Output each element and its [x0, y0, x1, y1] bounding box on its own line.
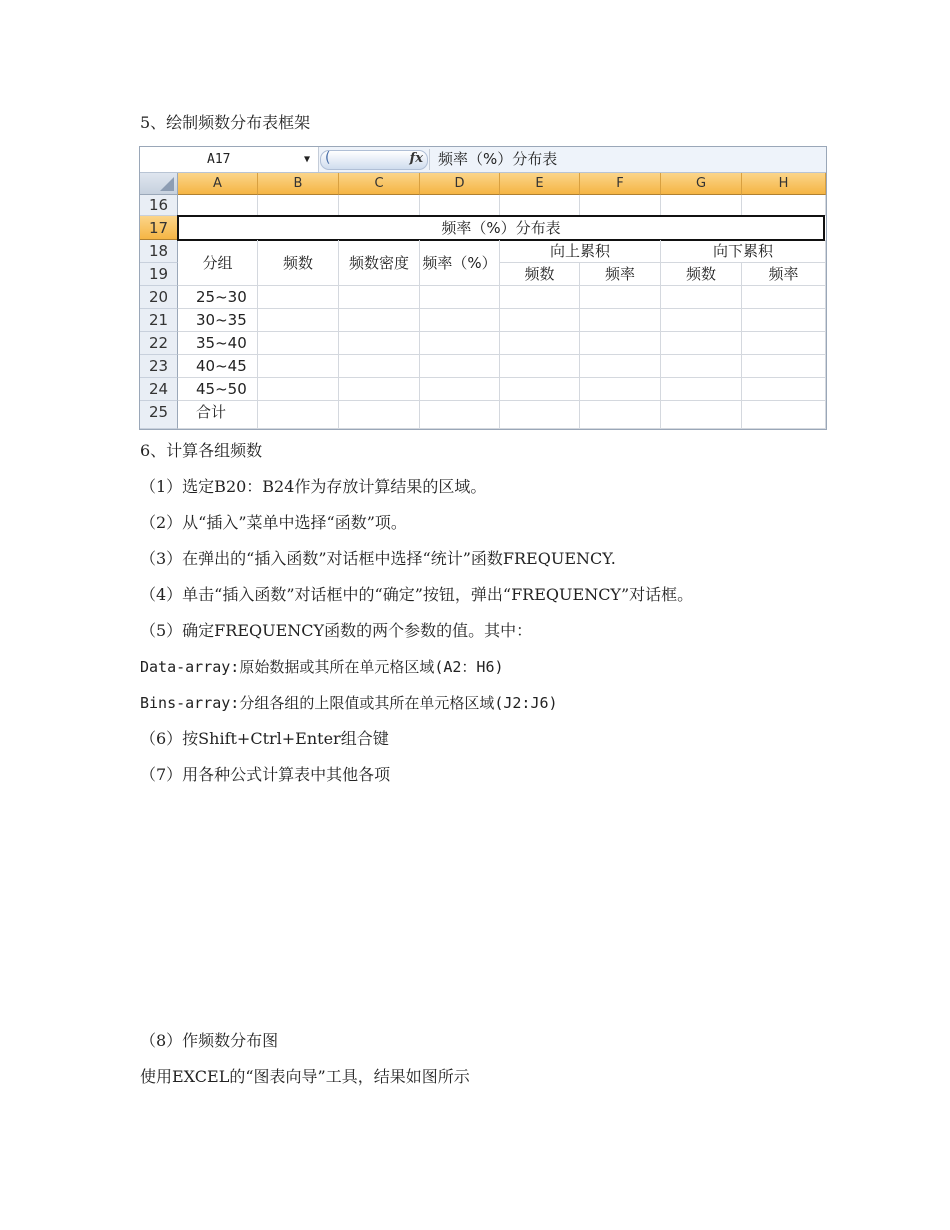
- cell-b20[interactable]: [258, 286, 339, 309]
- cell-f20[interactable]: [580, 286, 661, 309]
- step-1: （1）选定B20：B24作为存放计算结果的区域。: [140, 477, 487, 496]
- cell-g20[interactable]: [661, 286, 742, 309]
- cell-g22[interactable]: [661, 332, 742, 355]
- header-cumulative-up[interactable]: 向上累积: [500, 240, 661, 263]
- name-box-value: A17: [207, 152, 231, 167]
- column-header-a[interactable]: A: [178, 173, 258, 195]
- group-label-cell[interactable]: 40~45: [178, 355, 258, 378]
- step-7: （7）用各种公式计算表中其他各项: [140, 765, 391, 784]
- cell-e24[interactable]: [500, 378, 580, 401]
- header-frequency[interactable]: 频数: [258, 240, 339, 286]
- table-title-cell[interactable]: 频率（%）分布表: [177, 215, 825, 241]
- group-label-cell[interactable]: 合计: [178, 401, 258, 429]
- chart-wizard-note: 使用EXCEL的“图表向导”工具，结果如图所示: [140, 1067, 470, 1086]
- cell-f22[interactable]: [580, 332, 661, 355]
- cell-h21[interactable]: [742, 309, 826, 332]
- scroll-handle-icon: (: [325, 150, 331, 166]
- formula-bar: [140, 147, 826, 173]
- step-5: （5）确定FREQUENCY函数的两个参数的值。其中：: [140, 621, 533, 640]
- cell-b16[interactable]: [258, 195, 339, 216]
- cell-b24[interactable]: [258, 378, 339, 401]
- cell-c21[interactable]: [339, 309, 420, 332]
- row-header-25[interactable]: 25: [140, 401, 178, 429]
- header-up-frequency[interactable]: 频数: [500, 263, 580, 286]
- cell-c23[interactable]: [339, 355, 420, 378]
- group-label-cell[interactable]: 30~35: [178, 309, 258, 332]
- group-label-cell[interactable]: 45~50: [178, 378, 258, 401]
- cell-b21[interactable]: [258, 309, 339, 332]
- header-down-frequency[interactable]: 频数: [661, 263, 742, 286]
- step-3: （3）在弹出的“插入函数”对话框中选择“统计”函数FREQUENCY.: [140, 549, 616, 568]
- cell-f23[interactable]: [580, 355, 661, 378]
- cell-b22[interactable]: [258, 332, 339, 355]
- row-header-20[interactable]: 20: [140, 286, 178, 309]
- step-2: （2）从“插入”菜单中选择“函数”项。: [140, 513, 407, 532]
- column-header-d[interactable]: D: [420, 173, 500, 195]
- cell-b23[interactable]: [258, 355, 339, 378]
- header-group[interactable]: 分组: [178, 240, 258, 286]
- formula-input[interactable]: 频率（%）分布表: [438, 150, 558, 168]
- row-header-22[interactable]: 22: [140, 332, 178, 355]
- insert-function-button[interactable]: [320, 150, 428, 170]
- cell-b25[interactable]: [258, 401, 339, 429]
- column-header-c[interactable]: C: [339, 173, 420, 195]
- param-bins-array: Bins-array:分组各组的上限值或其所在单元格区域(J2:J6): [140, 694, 558, 712]
- cell-f25[interactable]: [580, 401, 661, 429]
- cell-g23[interactable]: [661, 355, 742, 378]
- cell-e25[interactable]: [500, 401, 580, 429]
- cell-a16[interactable]: [178, 195, 258, 216]
- step-4: （4）单击“插入函数”对话框中的“确定”按钮，弹出“FREQUENCY”对话框。: [140, 585, 694, 604]
- cell-c16[interactable]: [339, 195, 420, 216]
- cell-f24[interactable]: [580, 378, 661, 401]
- cell-f21[interactable]: [580, 309, 661, 332]
- cell-f16[interactable]: [580, 195, 661, 216]
- row-header-19[interactable]: 19: [140, 263, 178, 286]
- row-header-21[interactable]: 21: [140, 309, 178, 332]
- row-header-23[interactable]: 23: [140, 355, 178, 378]
- group-label-cell[interactable]: 35~40: [178, 332, 258, 355]
- cell-d21[interactable]: [420, 309, 500, 332]
- cell-h24[interactable]: [742, 378, 826, 401]
- row-header-18[interactable]: 18: [140, 240, 178, 263]
- header-up-rate[interactable]: 频率: [580, 263, 661, 286]
- cell-e22[interactable]: [500, 332, 580, 355]
- cell-h20[interactable]: [742, 286, 826, 309]
- select-all-icon: [160, 177, 174, 191]
- cell-h22[interactable]: [742, 332, 826, 355]
- column-header-b[interactable]: B: [258, 173, 339, 195]
- header-density[interactable]: 频数密度: [339, 240, 420, 286]
- select-all-corner[interactable]: [140, 173, 178, 195]
- row-header-24[interactable]: 24: [140, 378, 178, 401]
- column-header-h[interactable]: H: [742, 173, 826, 195]
- section-heading-6: 6、计算各组频数: [140, 441, 263, 460]
- cell-h23[interactable]: [742, 355, 826, 378]
- cell-e21[interactable]: [500, 309, 580, 332]
- cell-g16[interactable]: [661, 195, 742, 216]
- cell-h16[interactable]: [742, 195, 826, 216]
- column-header-g[interactable]: G: [661, 173, 742, 195]
- cell-d24[interactable]: [420, 378, 500, 401]
- cell-c22[interactable]: [339, 332, 420, 355]
- cell-c24[interactable]: [339, 378, 420, 401]
- cell-e16[interactable]: [500, 195, 580, 216]
- cell-c20[interactable]: [339, 286, 420, 309]
- cell-d25[interactable]: [420, 401, 500, 429]
- cell-e20[interactable]: [500, 286, 580, 309]
- cell-d20[interactable]: [420, 286, 500, 309]
- fx-icon: fx: [409, 151, 423, 166]
- step-8: （8）作频数分布图: [140, 1031, 279, 1050]
- formula-separator: [429, 149, 430, 170]
- cell-d16[interactable]: [420, 195, 500, 216]
- chevron-down-icon[interactable]: ▼: [304, 154, 311, 165]
- cell-g21[interactable]: [661, 309, 742, 332]
- cell-h25[interactable]: [742, 401, 826, 429]
- row-header-16[interactable]: 16: [140, 195, 178, 216]
- name-box[interactable]: [140, 147, 319, 172]
- header-cumulative-down[interactable]: 向下累积: [661, 240, 826, 263]
- step-6: （6）按Shift+Ctrl+Enter组合键: [140, 729, 389, 748]
- cell-g25[interactable]: [661, 401, 742, 429]
- cell-d23[interactable]: [420, 355, 500, 378]
- spreadsheet-screenshot: [139, 146, 827, 430]
- cell-e23[interactable]: [500, 355, 580, 378]
- header-rate[interactable]: 频率（%）: [420, 240, 500, 286]
- cell-d22[interactable]: [420, 332, 500, 355]
- column-header-e[interactable]: E: [500, 173, 580, 195]
- cell-g24[interactable]: [661, 378, 742, 401]
- group-label-cell[interactable]: 25~30: [178, 286, 258, 309]
- header-down-rate[interactable]: 频率: [742, 263, 826, 286]
- section-heading-5: 5、绘制频数分布表框架: [140, 113, 311, 132]
- column-header-f[interactable]: F: [580, 173, 661, 195]
- row-header-17[interactable]: 17: [140, 216, 178, 240]
- param-data-array: Data-array:原始数据或其所在单元格区域(A2：H6): [140, 658, 504, 676]
- cell-c25[interactable]: [339, 401, 420, 429]
